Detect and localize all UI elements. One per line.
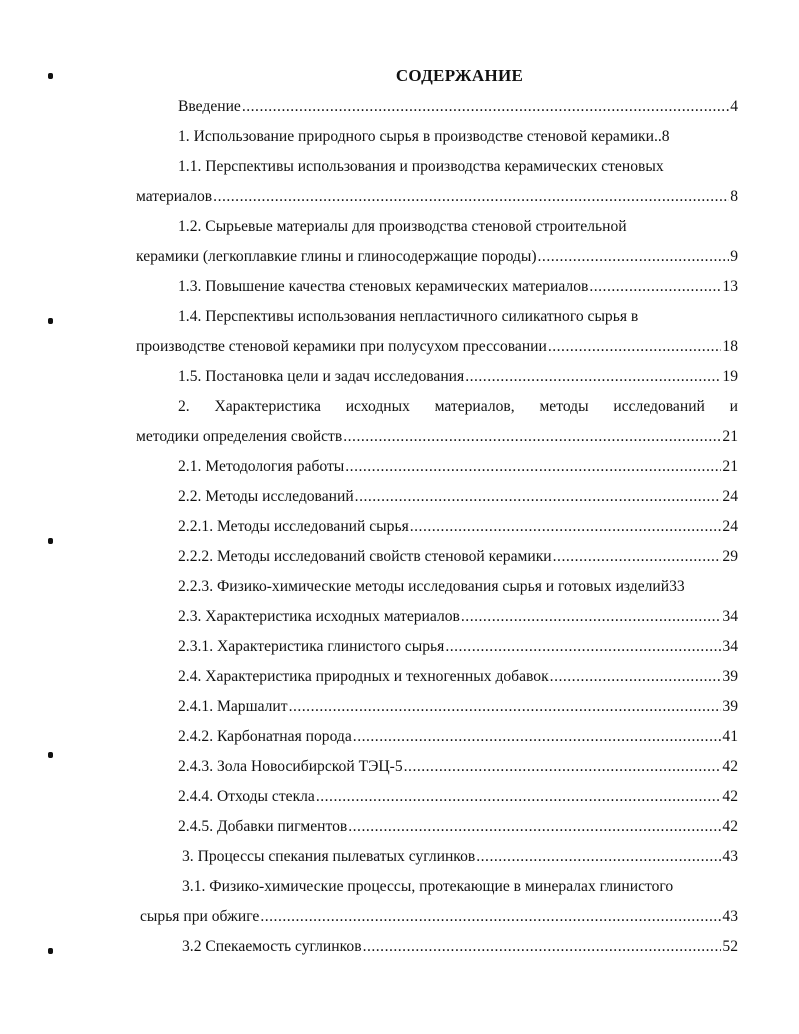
toc-entry-text: 2.4.5. Добавки пигментов [178, 818, 348, 835]
toc-page-number: 8 [661, 128, 670, 145]
toc-entry-1-3 [178, 276, 738, 298]
toc-entry-text: 1. Использование природного сырья в производстве стеновой керамики.. [178, 128, 662, 145]
toc-entry-text: 2.4.3. Зола Новосибирской ТЭЦ-5 [178, 758, 403, 775]
toc-page-number: 18 [722, 338, 738, 355]
toc-page-number: 19 [722, 368, 738, 385]
binding-hole-mark [48, 948, 53, 954]
toc-entry-chapter-2-line1 [178, 396, 738, 418]
toc-entry-2-2 [178, 486, 738, 508]
toc-page-number: 9 [730, 248, 738, 265]
toc-entry-text: керамики (легкоплавкие глины и глиносодержащие породы) [136, 248, 537, 265]
toc-entry-text: 2.3. Характеристика исходных материалов [178, 608, 460, 625]
toc-page-number: 8 [730, 188, 738, 205]
toc-dot-leader [363, 936, 722, 958]
toc-page-number: 24 [722, 518, 738, 535]
toc-entry-2-4-2 [178, 726, 738, 748]
toc-page-number: 42 [722, 818, 738, 835]
toc-entry-text: 2.4. Характеристика природных и техногенных добавок [178, 668, 549, 685]
toc-entry-introduction [178, 96, 738, 118]
toc-dot-leader [553, 546, 722, 568]
toc-entry-chapter-2-line2 [136, 426, 738, 448]
toc-entry-text: методики определения свойств [136, 428, 343, 445]
toc-entry-2-3 [178, 606, 738, 628]
toc-entry-2-4 [178, 666, 738, 688]
toc-entry-text: 1.5. Постановка цели и задач исследования [178, 368, 465, 385]
toc-page-number: 52 [722, 938, 738, 955]
toc-dot-leader [548, 336, 722, 358]
toc-page-number: 34 [722, 608, 738, 625]
toc-entry-text: 1.3. Повышение качества стеновых керамических материалов [178, 278, 589, 295]
toc-dot-leader [213, 186, 729, 208]
toc-dot-leader [404, 756, 722, 778]
toc-entry-1-4-line1: 1.4. Перспективы использования непластичного силикатного сырья в [178, 308, 639, 325]
toc-entry-2-2-1 [178, 516, 738, 538]
toc-dot-leader [476, 846, 721, 868]
toc-word: методы [539, 398, 589, 415]
toc-dot-leader [410, 516, 722, 538]
toc-dot-leader [343, 426, 721, 448]
toc-dot-leader [242, 96, 729, 118]
toc-page-number: 34 [722, 638, 738, 655]
toc-page-number: 21 [722, 458, 738, 475]
toc-entry-text: 2.2.1. Методы исследований сырья [178, 518, 409, 535]
toc-entry-chapter-3 [182, 846, 738, 868]
toc-word: и [729, 398, 738, 415]
toc-word: Характеристика [214, 398, 321, 415]
toc-page-number: 43 [722, 908, 738, 925]
toc-page-number: 21 [722, 428, 738, 445]
toc-entry-1-2-line1: 1.2. Сырьевые материалы для производства стеновой строительной [178, 218, 627, 235]
toc-dot-leader [461, 606, 722, 628]
toc-word: исходных [345, 398, 410, 415]
toc-dot-leader [445, 636, 721, 658]
toc-entry-2-1 [178, 456, 738, 478]
toc-entry-2-4-5 [178, 816, 738, 838]
toc-word: исследований [613, 398, 705, 415]
toc-entry-2-2-2 [178, 546, 738, 568]
toc-page-number: 29 [722, 548, 738, 565]
toc-entry-text: 2.2. Методы исследований [178, 488, 354, 505]
toc-word: 2. [178, 398, 190, 415]
toc-page-number: 39 [722, 668, 738, 685]
toc-dot-leader [345, 456, 721, 478]
toc-dot-leader [348, 816, 721, 838]
toc-entry-text: 2.4.2. Карбонатная порода [178, 728, 352, 745]
toc-dot-leader [289, 696, 722, 718]
toc-word: материалов, [434, 398, 515, 415]
toc-entry-1-5 [178, 366, 738, 388]
toc-page-number: 13 [722, 278, 738, 295]
toc-entry-text: производстве стеновой керамики при полусухом прессовании [136, 338, 547, 355]
toc-entry-text: 2.1. Методология работы [178, 458, 345, 475]
toc-page-number: 24 [722, 488, 738, 505]
toc-page-number: 42 [722, 758, 738, 775]
toc-entry-text: 2.2.2. Методы исследований свойств стеновой керамики [178, 548, 552, 565]
binding-hole-mark [48, 538, 53, 544]
toc-entry-2-2-3: 2.2.3. Физико-химические методы исследования сырья и готовых изделий33 [178, 578, 685, 595]
toc-entry-chapter-1 [178, 126, 738, 148]
toc-entry-2-4-4 [178, 786, 738, 808]
binding-hole-mark [48, 318, 53, 324]
toc-page-number: 4 [730, 98, 738, 115]
toc-entry-text: Введение [178, 98, 241, 115]
toc-dot-leader [538, 246, 730, 268]
toc-entry-text: сырья при обжиге [140, 908, 260, 925]
binding-hole-mark [48, 752, 53, 758]
toc-entry-1-1-line2 [136, 186, 738, 208]
toc-dot-leader [589, 276, 721, 298]
toc-entry-3-1-line2 [140, 906, 738, 928]
toc-entry-2-3-1 [178, 636, 738, 658]
toc-entry-1-2-line2 [136, 246, 738, 268]
toc-dot-leader [353, 726, 722, 748]
toc-dot-leader [355, 486, 722, 508]
toc-entry-text: 2.3.1. Характеристика глинистого сырья [178, 638, 445, 655]
toc-entry-text: 3. Процессы спекания пылеватых суглинков [182, 848, 476, 865]
toc-entry-1-1-line1: 1.1. Перспективы использования и производства керамических стеновых [178, 158, 664, 175]
toc-page-number: 42 [722, 788, 738, 805]
toc-entry-2-4-3 [178, 756, 738, 778]
toc-dot-leader [550, 666, 722, 688]
toc-entry-3-1-line1: 3.1. Физико-химические процессы, протекающие в минералах глинистого [182, 878, 674, 895]
page-title: СОДЕРЖАНИЕ [395, 66, 524, 85]
toc-dot-leader [316, 786, 722, 808]
toc-entry-text: 2.4.4. Отходы стекла [178, 788, 315, 805]
toc-entry-3-2 [182, 936, 738, 958]
toc-dot-leader [465, 366, 721, 388]
toc-page-number: 39 [722, 698, 738, 715]
toc-dot-leader [260, 906, 721, 928]
toc-entry-1-4-line2 [136, 336, 738, 358]
toc-entry-text: 3.2 Спекаемость суглинков [182, 938, 362, 955]
toc-entry-text: 2.4.1. Маршалит [178, 698, 288, 715]
toc-page-number: 41 [722, 728, 738, 745]
toc-entry-2-4-1 [178, 696, 738, 718]
toc-page-number: 43 [722, 848, 738, 865]
toc-entry-text: материалов [136, 188, 213, 205]
